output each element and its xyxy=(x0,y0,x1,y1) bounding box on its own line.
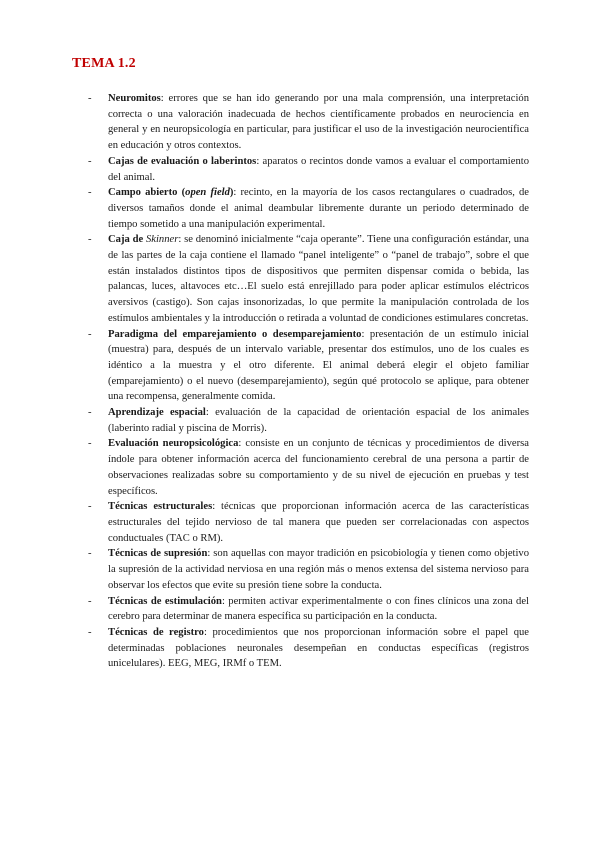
list-item xyxy=(88,499,529,546)
item-term xyxy=(108,187,233,198)
list-item xyxy=(88,327,529,406)
bullet-dash: - xyxy=(88,93,92,104)
item-text: : presentación de un estímulo inicial (muestra) para, después de un intervalo variable, presentar dos estímulos, uno de los cuales es idéntico a la muestra y el otro diferente. El animal deberá elegir el objeto familiar (emparejamiento) o el nuevo (desemparejamiento), según qué protocolo se aplique, para obtener una recompensa, generalmente comida. xyxy=(108,328,529,403)
list-item xyxy=(88,625,529,672)
list-item xyxy=(88,546,529,593)
definitions-list xyxy=(88,91,529,672)
item-text: : técnicas que proporcionan información acerca de las características estructurales del tejido nervioso de tal manera que pueden ser correlacionadas con aspectos conductuales (TAC o RM). xyxy=(108,501,529,544)
item-term-italic: Skinner xyxy=(145,234,179,246)
list-item xyxy=(88,405,529,436)
list-item xyxy=(88,594,529,625)
item-term: Evaluación neuropsicológica xyxy=(108,438,239,450)
bullet-dash: - xyxy=(88,548,92,560)
bullet-dash: - xyxy=(88,234,92,246)
item-term-end: ) xyxy=(229,187,234,199)
item-text: : evaluación de la capacidad de orientación espacial de los animales (laberinto radial y piscina de Morris). xyxy=(108,407,530,434)
item-text: : aparatos o recintos donde vamos a evaluar el comportamiento del animal. xyxy=(108,155,529,183)
item-text: : son aquellas con mayor tradición en psicobiología y tienen como objetivo la supresión de la actividad nerviosa en una región más o menos extensa del sistema nervioso para observar los efectos que evite su presión tiene sobre la conducta. xyxy=(108,548,529,591)
item-term: Aprendizaje espacial xyxy=(108,407,206,419)
item-term: Caja de xyxy=(108,234,146,246)
list-item xyxy=(88,232,529,326)
bullet-dash: - xyxy=(88,501,92,513)
item-term-italic: open field xyxy=(185,187,230,199)
item-term: Paradigma del emparejamiento o desemparejamiento xyxy=(108,328,362,340)
item-term-start: Campo abierto ( xyxy=(108,187,186,199)
item-text: : errores que se han ido generando por una mala comprensión, una interpretación correcta o una valoración inadecuada de hechos científicamente probados en neurociencia en general y en neuropsicología en particular, para justificar el uso de la investigación neurocientífica en educación y otros contextos. xyxy=(108,93,529,152)
item-term: Técnicas de supresión xyxy=(108,548,208,560)
item-term: Técnicas de estimulación xyxy=(108,595,222,607)
bullet-dash: - xyxy=(88,328,92,340)
item-text: : consiste en un conjunto de técnicas y procedimientos de diversa índole para obtener información acerca del funcionamiento cerebral de una persona a partir de observaciones realizadas sobre su comportamiento y de su nivel de ejecución en pruebas y test específicos. xyxy=(108,438,529,497)
item-text: : se denominó inicialmente “caja operante”. Tiene una configuración estándar, una de las partes de la caja contiene el llamado “panel inteligente” o “panel de trabajo”, sobre el que están instalados distintos tipos de dispositivos que permiten dispensar comida o bebida, las palancas, luces, altavoces etc…El suelo está enrejillado para poder aplicar estímulos eléctricos aversivos (castigo). Son cajas insonorizadas, lo que permite la manipulación controlada de los estímulos ambientales y la introducción o retirada a voluntad de condiciones estimulares concretas. xyxy=(108,234,529,324)
list-item xyxy=(88,185,529,232)
bullet-dash: - xyxy=(88,187,92,199)
list-item xyxy=(88,154,529,185)
page-title: TEMA 1.2 xyxy=(72,56,136,71)
item-term: Técnicas de registro xyxy=(108,626,204,638)
bullet-dash: - xyxy=(88,595,92,607)
bullet-dash: - xyxy=(88,438,92,450)
item-text: : permiten activar experimentalmente o con fines clínicos una zona del cerebro para determinar de manera específica su participación en la conducta. xyxy=(108,595,530,623)
item-text: : procedimientos que nos proporcionan información sobre el papel que determinadas poblaciones neuronales desempeñan en conductas específicas (registros unicelulares). EEG, MEG, IRMf o TEM. xyxy=(108,626,530,670)
item-term: Cajas de evaluación o laberintos xyxy=(108,155,257,167)
list-item xyxy=(88,91,529,154)
bullet-dash: - xyxy=(88,155,92,167)
item-term: Técnicas estructurales xyxy=(108,501,213,513)
bullet-dash: - xyxy=(88,407,92,419)
list-item xyxy=(88,436,529,499)
bullet-dash: - xyxy=(88,626,92,638)
item-term: Neuromitos xyxy=(108,93,161,104)
item-text: : recinto, en la mayoría de los casos rectangulares o cuadrados, de diversos tamaños donde el animal deambular libremente durante un periodo determinado de tiempo sometido a una manipulación experimental. xyxy=(108,187,529,230)
